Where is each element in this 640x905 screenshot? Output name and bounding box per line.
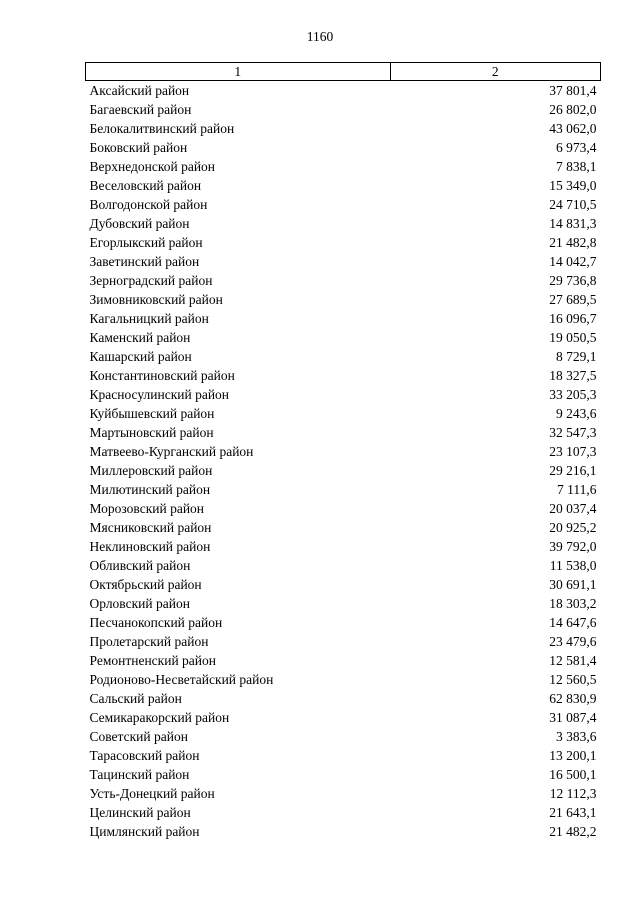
table-row: [86, 556, 601, 575]
table-row: [86, 309, 601, 328]
table-row: [86, 347, 601, 366]
district-value: 23 107,3: [549, 444, 597, 459]
table-row: [86, 366, 601, 385]
table-row: [86, 499, 601, 518]
district-value: 14 647,6: [549, 615, 597, 630]
table-row: [86, 784, 601, 803]
district-name: Морозовский район: [89, 501, 205, 516]
district-value: 9 243,6: [556, 406, 597, 421]
district-name: Заветинский район: [89, 254, 200, 269]
district-name: Аксайский район: [89, 83, 190, 98]
table-row: [86, 138, 601, 157]
district-value: 29 736,8: [549, 273, 597, 288]
district-name: Мартыновский район: [89, 425, 214, 440]
district-value: 19 050,5: [549, 330, 597, 345]
table-row: [86, 822, 601, 841]
table-row: [86, 233, 601, 252]
district-value: 12 581,4: [549, 653, 597, 668]
district-value: 62 830,9: [549, 691, 597, 706]
district-value: 20 037,4: [549, 501, 597, 516]
district-value: 11 538,0: [549, 558, 597, 573]
district-value: 21 482,2: [549, 824, 597, 839]
district-name: Цимлянский район: [89, 824, 200, 839]
district-value: 16 096,7: [549, 311, 597, 326]
district-value: 18 327,5: [549, 368, 597, 383]
table-row: [86, 176, 601, 195]
district-name: Орловский район: [89, 596, 190, 611]
district-value: 14 831,3: [549, 216, 597, 231]
district-name: Боковский район: [89, 140, 188, 155]
table-row: [86, 385, 601, 404]
district-name: Зимовниковский район: [89, 292, 223, 307]
district-value: 21 482,8: [549, 235, 597, 250]
district-name: Багаевский район: [89, 102, 192, 117]
district-name: Егорлыкский район: [89, 235, 203, 250]
district-value: 39 792,0: [549, 539, 597, 554]
district-name: Веселовский район: [89, 178, 202, 193]
district-value: 6 973,4: [556, 140, 597, 155]
table-row: [86, 613, 601, 632]
district-value: 3 383,6: [556, 729, 597, 744]
district-name: Мясниковский район: [89, 520, 212, 535]
table-body: [86, 81, 601, 842]
district-name: Обливский район: [89, 558, 191, 573]
table-row: [86, 632, 601, 651]
district-table: [85, 62, 601, 841]
district-name: Усть-Донецкий район: [89, 786, 215, 801]
table-row: [86, 518, 601, 537]
district-name: Ремонтненский район: [89, 653, 216, 668]
district-value: 43 062,0: [549, 121, 597, 136]
district-name: Милютинский район: [89, 482, 211, 497]
table-row: [86, 537, 601, 556]
district-name: Целинский район: [89, 805, 191, 820]
district-name: Песчанокопский район: [89, 615, 223, 630]
district-value: 37 801,4: [549, 83, 597, 98]
district-name: Каменский район: [89, 330, 191, 345]
table-row: [86, 328, 601, 347]
table-row: [86, 708, 601, 727]
table-row: [86, 746, 601, 765]
district-name: Кашарский район: [89, 349, 192, 364]
table-row: [86, 81, 601, 101]
table-row: [86, 214, 601, 233]
district-name: Матвеево-Курганский район: [89, 444, 254, 459]
table-row: [86, 651, 601, 670]
table-row: [86, 765, 601, 784]
column-header-2: 2: [390, 63, 600, 81]
district-value: 30 691,1: [549, 577, 597, 592]
page-number: 1160: [306, 29, 334, 44]
district-value: 33 205,3: [549, 387, 597, 402]
table-row: [86, 290, 601, 309]
table-header: [86, 63, 601, 81]
district-value: 7 111,6: [557, 482, 597, 497]
district-value: 27 689,5: [549, 292, 597, 307]
district-value: 18 303,2: [549, 596, 597, 611]
district-name: Семикаракорский район: [89, 710, 230, 725]
table-row: [86, 252, 601, 271]
table-row: [86, 689, 601, 708]
district-name: Пролетарский район: [89, 634, 209, 649]
table-row: [86, 195, 601, 214]
district-name: Верхнедонской район: [89, 159, 216, 174]
district-value: 29 216,1: [549, 463, 597, 478]
district-name: Белокалитвинский район: [89, 121, 235, 136]
district-value: 7 838,1: [556, 159, 597, 174]
table-row: [86, 480, 601, 499]
district-name: Зерноградский район: [89, 273, 213, 288]
district-name: Куйбышевский район: [89, 406, 215, 421]
table-row: [86, 727, 601, 746]
district-name: Тарасовский район: [89, 748, 200, 763]
table-row: [86, 423, 601, 442]
district-value: 32 547,3: [549, 425, 597, 440]
district-value: 20 925,2: [549, 520, 597, 535]
table-row: [86, 157, 601, 176]
district-name: Волгодонской район: [89, 197, 208, 212]
district-name: Сальский район: [89, 691, 182, 706]
district-value: 21 643,1: [549, 805, 597, 820]
district-name: Тацинский район: [89, 767, 190, 782]
table-row: [86, 100, 601, 119]
district-value: 16 500,1: [549, 767, 597, 782]
district-value: 26 802,0: [549, 102, 597, 117]
district-name: Кагальницкий район: [89, 311, 209, 326]
table-row: [86, 119, 601, 138]
district-value: 31 087,4: [549, 710, 597, 725]
table-row: [86, 575, 601, 594]
district-name: Красносулинский район: [89, 387, 230, 402]
district-name: Константиновский район: [89, 368, 235, 383]
district-name: Неклиновский район: [89, 539, 211, 554]
column-header-1: 1: [86, 63, 391, 81]
district-value: 14 042,7: [549, 254, 597, 269]
table-row: [86, 461, 601, 480]
table-row: [86, 271, 601, 290]
district-value: 23 479,6: [549, 634, 597, 649]
district-name: Миллеровский район: [89, 463, 213, 478]
district-value: 12 112,3: [549, 786, 597, 801]
header-row: [86, 63, 601, 81]
table-row: [86, 803, 601, 822]
district-name: Советский район: [89, 729, 188, 744]
table-row: [86, 594, 601, 613]
district-name: Октябрьский район: [89, 577, 202, 592]
district-value: 13 200,1: [549, 748, 597, 763]
table-row: [86, 442, 601, 461]
district-value: 8 729,1: [556, 349, 597, 364]
district-name: Дубовский район: [89, 216, 190, 231]
table-row: [86, 404, 601, 423]
district-value: 24 710,5: [549, 197, 597, 212]
district-value: 15 349,0: [549, 178, 597, 193]
district-name: Родионово-Несветайский район: [89, 672, 274, 687]
table-row: [86, 670, 601, 689]
district-value: 12 560,5: [549, 672, 597, 687]
